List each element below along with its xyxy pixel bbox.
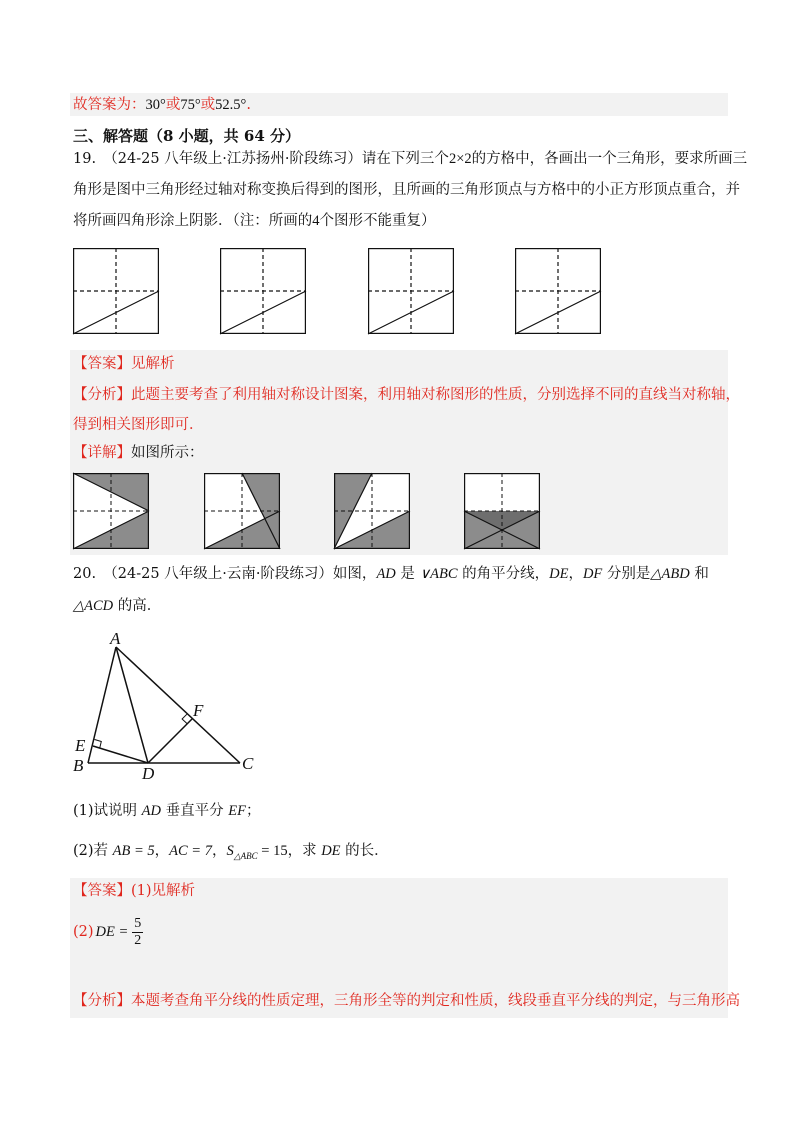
q20-part2-b: ，求 (287, 843, 322, 859)
q18-value-1: 30° (145, 97, 166, 113)
q19-analysis-1 (73, 384, 740, 406)
q20-answer1-text: (1)见解析 (131, 883, 196, 899)
label-E: E (75, 736, 86, 755)
q20-part1-AD: AD (141, 803, 161, 819)
q19-line-1 (73, 148, 747, 170)
q20-and: 和 (689, 566, 709, 582)
label-B: B (73, 756, 84, 775)
q20-part2-AC: AC = 7 (169, 843, 212, 859)
q20-part1-c: ； (245, 803, 261, 819)
q19-line-3 (73, 210, 436, 232)
label-D: D (142, 764, 155, 783)
q19-analysis-text: 此题主要考查了利用轴对称设计图案，利用轴对称图形的性质，分别选择不同的直线当对称轴， (131, 387, 740, 403)
segment-AD (116, 647, 148, 763)
q20-line1-c: 分别是 (602, 566, 651, 582)
q20-seg-AD: AD (376, 566, 396, 582)
q20-answer-1 (73, 880, 195, 902)
q20-analysis (73, 990, 740, 1012)
q20-tri-ABD: △ABD (650, 566, 690, 582)
q20-analysis-text: 本题考查角平分线的性质定理，三角形全等的判定和性质，线段垂直平分线的判定，与三角形高 (131, 993, 740, 1009)
q20-fraction-numerator: 5 (134, 915, 142, 931)
q20-answer2-label: (2) (73, 924, 94, 940)
side-AC (116, 647, 240, 763)
q20-part2-AB: AB = 5 (112, 843, 155, 859)
q20-answer-tag: 【答案】 (73, 883, 131, 899)
q19-detail-text: 如图所示： (131, 445, 204, 461)
q18-or-1: 或 (165, 97, 181, 113)
q20-answer-2 (73, 912, 143, 952)
q19-detail (73, 442, 204, 464)
q20-seg-DF: DF (582, 566, 603, 582)
q19-count: 4 (312, 213, 320, 229)
q19-grid-3 (368, 248, 454, 334)
q20-part2-Sval: = 15 (257, 843, 288, 859)
q20-part1-a: (1)试说明 (73, 803, 142, 819)
q19-analysis-2: 得到相关图形即可． (73, 417, 204, 433)
q20-line1-b: 的角平分线， (457, 566, 550, 582)
label-C: C (242, 754, 254, 773)
q20-part2-S: S (226, 843, 234, 859)
q19-solution-grid-4 (464, 473, 540, 549)
q19-line-2: 角形是图中三角形经过轴对称变换后得到的图形，且所画的三角形顶点与方格中的小正方形顶点重合，并 (73, 182, 740, 198)
q19-grid-size: 2×2 (448, 151, 472, 167)
q18-value-3: 52.5° (215, 97, 247, 113)
q19-grid-4 (515, 248, 601, 334)
q20-part2-sep2: ， (211, 843, 227, 859)
section-heading: 三、解答题（8 小题，共 64 分） (73, 127, 300, 145)
label-A: A (110, 629, 121, 648)
q18-answer-line (73, 94, 251, 116)
q18-value-2: 75° (180, 97, 201, 113)
q20-line-1 (73, 563, 709, 585)
q20-part2-c: 的长． (340, 843, 389, 859)
q20-tri-ACD: △ACD (73, 598, 114, 614)
q19-grid-2 (220, 248, 306, 334)
q20-analysis-tag: 【分析】 (73, 993, 131, 1009)
segment-DF (148, 719, 192, 763)
right-angle-F (182, 714, 187, 724)
q19-line1-a: 19. （24-25 八年级上·江苏扬州·阶段练习）请在下列三个 (73, 151, 449, 167)
q20-answer2-lhs: DE = (95, 923, 129, 940)
label-F: F (193, 701, 204, 720)
q19-answer (73, 353, 175, 375)
q19-grid-1 (73, 248, 159, 334)
q20-part1-b: 垂直平分 (161, 803, 229, 819)
q20-answer2-fraction (132, 916, 143, 949)
q20-part2-Ssub: △ABC (233, 850, 258, 861)
q20-line-2 (73, 595, 161, 617)
q20-part2-sep1: ， (154, 843, 170, 859)
q19-line3-b: 个图形不能重复） (319, 213, 436, 229)
q19-detail-tag: 【详解】 (73, 445, 131, 461)
q20-tri-ABC: ∨ABC (419, 566, 458, 582)
q20-comma: ， (568, 566, 583, 582)
q19-answer-text: 见解析 (131, 356, 175, 372)
side-AB (88, 647, 116, 763)
q20-part2-a: (2)若 (73, 843, 113, 859)
q19-line1-b: 的方格中，各画出一个三角形，要求所画三 (471, 151, 748, 167)
segment-DE (93, 746, 148, 763)
q20-part-1 (73, 800, 260, 822)
q19-answer-tag: 【答案】 (73, 356, 131, 372)
q19-solution-grid-1 (73, 473, 149, 549)
q20-fraction-denominator: 2 (134, 932, 142, 948)
q19-solution-grid-3 (334, 473, 410, 549)
q19-analysis-tag: 【分析】 (73, 387, 131, 403)
q20-part2-DE: DE (321, 843, 341, 859)
q18-or-2: 或 (200, 97, 216, 113)
q19-solution-grid-2 (204, 473, 280, 549)
q20-part-2 (73, 840, 389, 867)
q18-end: . (246, 97, 251, 113)
q20-line1-a: 20. （24-25 八年级上·云南·阶段练习）如图， (73, 566, 377, 582)
q19-line3-a: 将所画四角形涂上阴影．（注：所画的 (73, 213, 313, 229)
q20-seg-DE: DE (549, 566, 569, 582)
q20-triangle-figure (70, 628, 270, 783)
q20-part1-EF: EF (228, 803, 246, 819)
q20-line2-b: 的高． (113, 598, 162, 614)
q20-is: 是 (395, 566, 420, 582)
q18-answer-prefix: 故答案为： (73, 97, 146, 113)
